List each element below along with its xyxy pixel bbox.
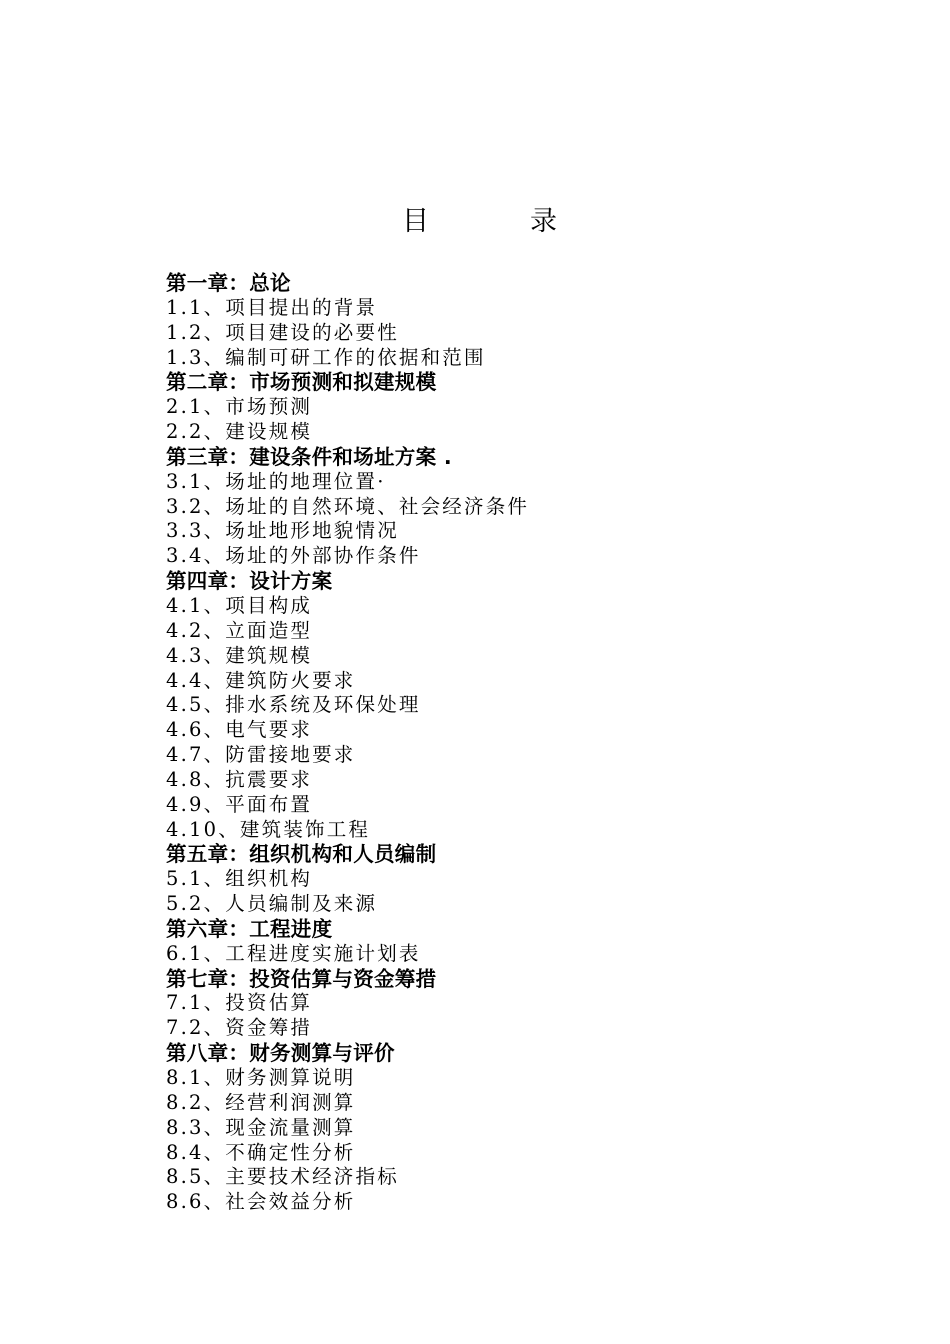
toc-section-item: 4.8、抗震要求 [166,767,313,791]
toc-section-item: 2.1、市场预测 [166,395,313,419]
toc-section-item: 7.2、资金筹措 [166,1016,313,1040]
toc-section-item: 8.1、财务测算说明 [166,1066,356,1089]
toc-chapter-heading: 第八章：财务测算与评价 [166,1041,395,1066]
toc-chapter-heading: 第一章：总论 [166,271,291,295]
title-char-1: 目 [402,206,429,237]
toc-section-item: 5.1、组织机构 [166,867,313,891]
toc-chapter-heading: 第三章：建设条件和场址方案 . [166,444,452,469]
toc-chapter-heading: 第二章：市场预测和拟建规模 [166,370,437,395]
toc-section-item: 4.2、立面造型 [166,618,313,642]
table-of-contents [166,271,529,1215]
toc-section-item: 3.4、场址的外部协作条件 [166,544,421,568]
toc-section-item: 4.5、排水系统及环保处理 [166,693,421,717]
toc-section-item: 3.3、场址地形地貌情况 [166,519,399,543]
toc-section-item: 3.1、场址的地理位置· [166,469,386,493]
toc-section-item: 5.2、人员编制及来源 [166,892,378,916]
toc-chapter-heading: 第四章：设计方案 [166,569,333,594]
page-title [0,201,950,243]
toc-section-item: 8.4、不确定性分析 [166,1140,356,1164]
toc-section-item: 4.9、平面布置 [166,792,313,816]
toc-section-item: 6.1、工程进度实施计划表 [166,941,421,965]
toc-section-item: 4.4、建筑防火要求 [166,668,356,692]
toc-section-item: 8.3、现金流量测算 [166,1115,356,1139]
toc-chapter-heading: 第五章：组织机构和人员编制 [166,842,437,867]
toc-section-item: 7.1、投资估算 [166,991,313,1015]
toc-section-item: 8.5、主要技术经济指标 [166,1165,399,1189]
toc-section-item: 8.6、社会效益分析 [166,1190,356,1214]
toc-section-item: 1.2、项目建设的必要性 [166,320,399,344]
toc-section-item: 4.7、防雷接地要求 [166,743,356,767]
toc-section-item: 2.2、建设规模 [166,420,313,444]
toc-section-item: 4.10、建筑装饰工程 [166,817,371,841]
toc-section-item: 8.2、经营利润测算 [166,1090,356,1114]
toc-section-item: 1.3、编制可研工作的依据和范围 [166,345,486,369]
toc-section-item: 4.6、电气要求 [166,718,313,742]
toc-section-item: 4.3、建筑规模 [166,643,313,667]
toc-chapter-heading: 第七章：投资估算与资金筹措 [166,966,437,991]
toc-section-item: 3.2、场址的自然环境、社会经济条件 [166,494,530,518]
title-char-2: 录 [530,206,557,237]
toc-section-item: 1.1、项目提出的背景 [166,295,378,319]
toc-chapter-heading: 第六章：工程进度 [166,916,333,941]
toc-section-item: 4.1、项目构成 [166,593,313,617]
